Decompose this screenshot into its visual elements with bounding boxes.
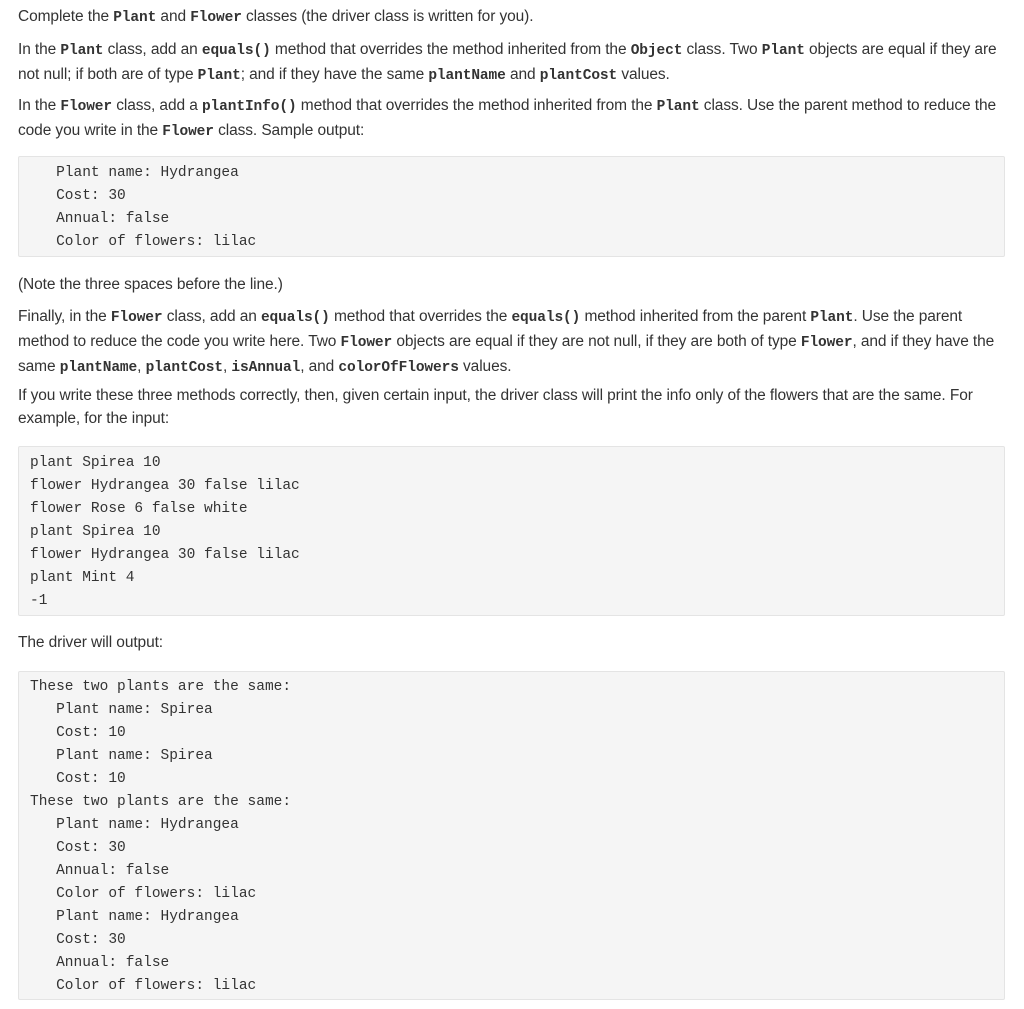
code-line: Plant name: Spirea [30, 748, 213, 764]
code-line: Annual: false [30, 211, 170, 227]
text-run: , and [300, 358, 339, 375]
inline-code: Plant [113, 10, 157, 26]
code-line: Plant name: Hydrangea [30, 817, 239, 833]
code-line: Plant name: Spirea [30, 702, 213, 718]
inline-code: Object [630, 43, 683, 59]
inline-code: Plant [761, 43, 805, 59]
inline-code: Plant [656, 99, 700, 115]
code-line: flower Rose 6 false white [30, 501, 248, 517]
code-line: Color of flowers: lilac [30, 978, 257, 994]
inline-code: Flower [340, 335, 393, 351]
text-run: values. [458, 358, 512, 375]
code-line: Annual: false [30, 955, 170, 971]
code-line: These two plants are the same: [30, 679, 292, 695]
text-run: , [137, 358, 146, 375]
flower-plantinfo-paragraph [18, 94, 1007, 144]
code-line: Plant name: Hydrangea [30, 909, 239, 925]
sample-output-code-block [18, 156, 1005, 257]
text-run: class. Sample output: [213, 122, 365, 139]
inline-code: Flower [800, 335, 853, 351]
text-run: method that overrides the method inherited from the [270, 41, 631, 58]
example-intro-paragraph [18, 384, 1007, 430]
inline-code: plantInfo() [201, 99, 297, 115]
input-code-block [18, 446, 1005, 616]
inline-code: Flower [110, 310, 163, 326]
inline-code: colorOfFlowers [338, 360, 459, 376]
inline-code: Flower [162, 124, 214, 140]
code-line: -1 [30, 593, 48, 609]
text-run: method that overrides the [329, 308, 512, 325]
code-line: Cost: 10 [30, 725, 126, 741]
inline-code: Flower [190, 10, 242, 26]
inline-code: plantName [428, 68, 506, 84]
inline-code: equals() [260, 310, 330, 326]
code-line: Cost: 30 [30, 932, 126, 948]
inline-code: isAnnual [231, 360, 301, 376]
plant-equals-paragraph [18, 38, 1007, 88]
text-run: values. [617, 66, 670, 83]
text-run: class, add an [103, 41, 202, 58]
inline-code: plantName [59, 360, 138, 376]
flower-equals-paragraph [18, 305, 1007, 380]
code-line: plant Spirea 10 [30, 524, 161, 540]
text-run: ; and if they have the same [240, 66, 429, 83]
code-line: plant Spirea 10 [30, 455, 161, 471]
text-run: method that overrides the method inherited from the [296, 97, 657, 114]
code-line: Plant name: Hydrangea [30, 165, 239, 181]
inline-code: equals() [201, 43, 271, 59]
text-run: , and if they have the same [18, 333, 995, 375]
code-line: Color of flowers: lilac [30, 234, 257, 250]
text-run: objects are equal if they are not null, if they are both of type [392, 333, 801, 350]
driver-output-code-block [18, 671, 1005, 1000]
text-run: In the [18, 97, 61, 114]
inline-code: equals() [511, 310, 581, 326]
code-line: Cost: 30 [30, 188, 126, 204]
inline-code: Plant [197, 68, 241, 84]
code-line: Cost: 10 [30, 771, 126, 787]
text-run: class, add a [112, 97, 202, 114]
text-run: If you write these three methods correctly, then, given certain input, the driver class will print the info only of the flowers that are the same. For example, for the input: [18, 387, 973, 427]
inline-code: Plant [60, 43, 104, 59]
text-run: and [156, 8, 191, 25]
code-line: flower Hydrangea 30 false lilac [30, 547, 300, 563]
note-paragraph [18, 273, 1007, 296]
text-run: The driver will output: [18, 634, 164, 651]
text-run: . Use the parent method to reduce the code you write here. Two [18, 308, 963, 350]
text-run: , [222, 358, 232, 375]
code-line: flower Hydrangea 30 false lilac [30, 478, 300, 494]
text-run: class. Use the parent method to reduce the code you write in the [18, 97, 996, 139]
inline-code: Plant [810, 310, 854, 326]
code-line: Cost: 30 [30, 840, 126, 856]
inline-code: Flower [60, 99, 112, 115]
code-line: plant Mint 4 [30, 570, 135, 586]
text-run: and [505, 66, 540, 83]
code-line: Color of flowers: lilac [30, 886, 257, 902]
text-run: Complete the [18, 8, 114, 25]
inline-code: plantCost [145, 360, 223, 376]
inline-code: plantCost [539, 68, 618, 84]
text-run: (Note the three spaces before the line.) [18, 276, 283, 293]
text-run: method inherited from the parent [580, 308, 811, 325]
code-line: Annual: false [30, 863, 170, 879]
text-run: class, add an [162, 308, 261, 325]
text-run: In the [18, 41, 61, 58]
text-run: class. Two [682, 41, 762, 58]
intro-paragraph [18, 5, 1007, 30]
text-run: classes (the driver class is written for you). [241, 8, 534, 25]
code-line: These two plants are the same: [30, 794, 292, 810]
text-run: Finally, in the [18, 308, 111, 325]
driver-output-paragraph [18, 631, 1007, 654]
text-run: objects are equal if they are not null; if both are of type [18, 41, 997, 83]
